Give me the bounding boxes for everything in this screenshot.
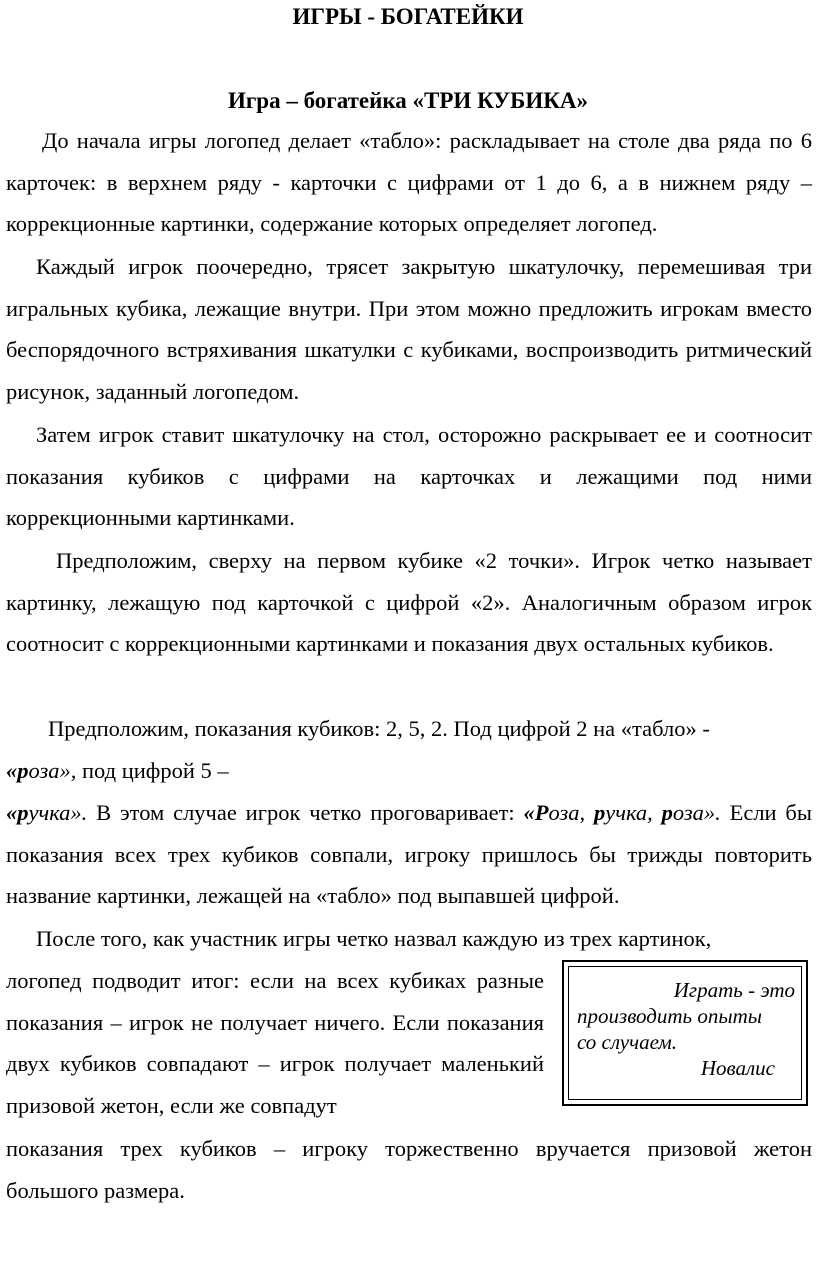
paragraph-setup: До начала игры логопед делает «табло»: раскладывает на столе два ряда по 6 карточек: в верхнем ряду - карточки с цифрами от 1 до 6, а в нижнем ряду – коррекционные картинки, содержание которых определяет логопед.	[6, 128, 812, 236]
epigraph-author: Новалис	[700, 1056, 775, 1080]
word-part: учка,	[605, 800, 662, 825]
paragraph-result-narrow: логопед подводит итог: если на всех кубиках разные показания – игрок не получает ничего. Если показания двух кубиков совпадают – игрок получает маленький призовой жетон, если же совпадут	[6, 968, 544, 1118]
word-rose-initial: р	[17, 757, 29, 783]
word-rose-rest: оза»,	[28, 757, 77, 783]
paragraph-example-two	[6, 708, 812, 791]
epigraph-line-1: Играть - это	[673, 978, 795, 1002]
epigraph-line-2: производить опыты	[577, 1004, 762, 1028]
epigraph-inner	[568, 966, 802, 1100]
paragraph-pronounce	[6, 792, 812, 917]
letter-r: р	[593, 800, 606, 825]
game-title: Игра – богатейка «ТРИ КУБИКА»	[227, 88, 589, 113]
sentence-middle: В этом случае игрок четко проговаривает:	[87, 800, 524, 825]
epigraph-line-3: со случаем.	[577, 1030, 678, 1054]
paragraph-shake: Каждый игрок поочередно, трясет закрытую шкатулочку, перемешивая три игральных кубика, лежащие внутри. При этом можно предложить игрокам вместо беспорядочного встряхивания шкатулки с кубиками, воспроизводить ритмический рисунок, заданный логопедом.	[6, 254, 812, 404]
epigraph-box	[562, 960, 808, 1106]
quote-open: «	[6, 757, 18, 783]
paragraph-result-last: показания трех кубиков – игроку торжественно вручается призовой жетон большого размера.	[6, 1136, 812, 1203]
quote-open: «	[6, 800, 18, 825]
word-ruchka-rest: учка».	[28, 800, 88, 825]
page-title: ИГРЫ - БОГАТЕЙКИ	[292, 4, 524, 29]
sentence-rest: Если бы показания всех трех кубиков совпали, игроку пришлось бы трижды повторить название картинки, лежащей на «табло» под выпавшей цифрой.	[6, 800, 812, 908]
letter-r: Р	[534, 800, 549, 825]
quote-open: «	[523, 800, 535, 825]
word-ruchka-initial: р	[17, 800, 29, 825]
word-part: оза».	[672, 800, 721, 825]
letter-r: р	[661, 800, 673, 825]
paragraph-result-first-line: После того, как участник игры четко назвал каждую из трех картинок,	[36, 926, 712, 951]
word-part: оза,	[548, 800, 594, 825]
paragraph-open: Затем игрок ставит шкатулочку на стол, осторожно раскрывает ее и соотносит показания кубиков с цифрами на карточках и лежащими под ними коррекционными картинками.	[6, 422, 812, 530]
paragraph-example-one: Предположим, сверху на первом кубике «2 точки». Игрок четко называет картинку, лежащую под карточкой с цифрой «2». Аналогичным образом игрок соотносит с коррекционными картинками и показания двух остальных кубиков.	[6, 548, 812, 656]
example-text: Предположим, показания кубиков: 2, 5, 2. Под цифрой 2 на «табло» -	[48, 716, 710, 741]
example-tail: под цифрой 5 –	[76, 757, 229, 783]
